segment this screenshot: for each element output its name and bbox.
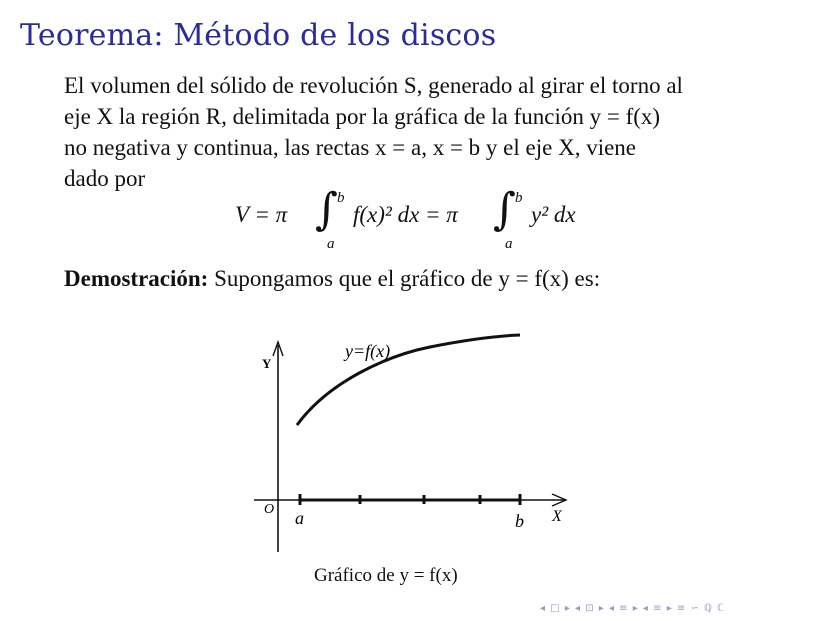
formula-rhs: y² dx bbox=[531, 202, 576, 227]
lower-limit-1: a bbox=[327, 236, 335, 252]
lower-limit-2: a bbox=[505, 236, 513, 252]
paragraph-line-3: no negativa y continua, las rectas x = a, x = b y el eje X, viene bbox=[64, 135, 637, 160]
paragraph-line-2: eje X la región R, delimitada por la gráfica de la función y = f(x) bbox=[64, 104, 661, 129]
paragraph-line-4: dado por bbox=[64, 166, 146, 191]
b-label: b bbox=[515, 511, 524, 531]
upper-limit-1: b bbox=[337, 190, 345, 206]
slide-title: Teorema: Método de los discos bbox=[20, 18, 497, 53]
figure-caption: Gráfico de y = f(x) bbox=[314, 565, 458, 586]
integral-sign-1: ∫ bbox=[315, 184, 338, 235]
a-label: a bbox=[295, 508, 304, 528]
upper-limit-2: b bbox=[515, 190, 523, 206]
x-axis-label: X bbox=[552, 508, 562, 525]
demo-label: Demostración: bbox=[64, 266, 209, 291]
demo-text: Supongamos que el gráfico de y = f(x) es: bbox=[214, 266, 601, 291]
y-axis-label: Y bbox=[262, 356, 272, 371]
beamer-navigation-symbols[interactable]: ◂ □ ▸ ◂ ⊡ ▸ ◂ ≡ ▸ ◂ ≡ ▸ ≡ ∽ ℚ ℂ bbox=[540, 603, 726, 614]
curve-label: y=f(x) bbox=[345, 341, 391, 361]
formula-middle: f(x)² dx = π bbox=[353, 202, 458, 227]
integral-sign-2: ∫ bbox=[493, 184, 516, 235]
origin-label: O bbox=[264, 502, 275, 517]
formula-lhs: V = π bbox=[235, 202, 288, 227]
function-curve bbox=[297, 335, 520, 425]
paragraph-line-1: El volumen del sólido de revolución S, generado al girar el torno al bbox=[64, 73, 683, 98]
